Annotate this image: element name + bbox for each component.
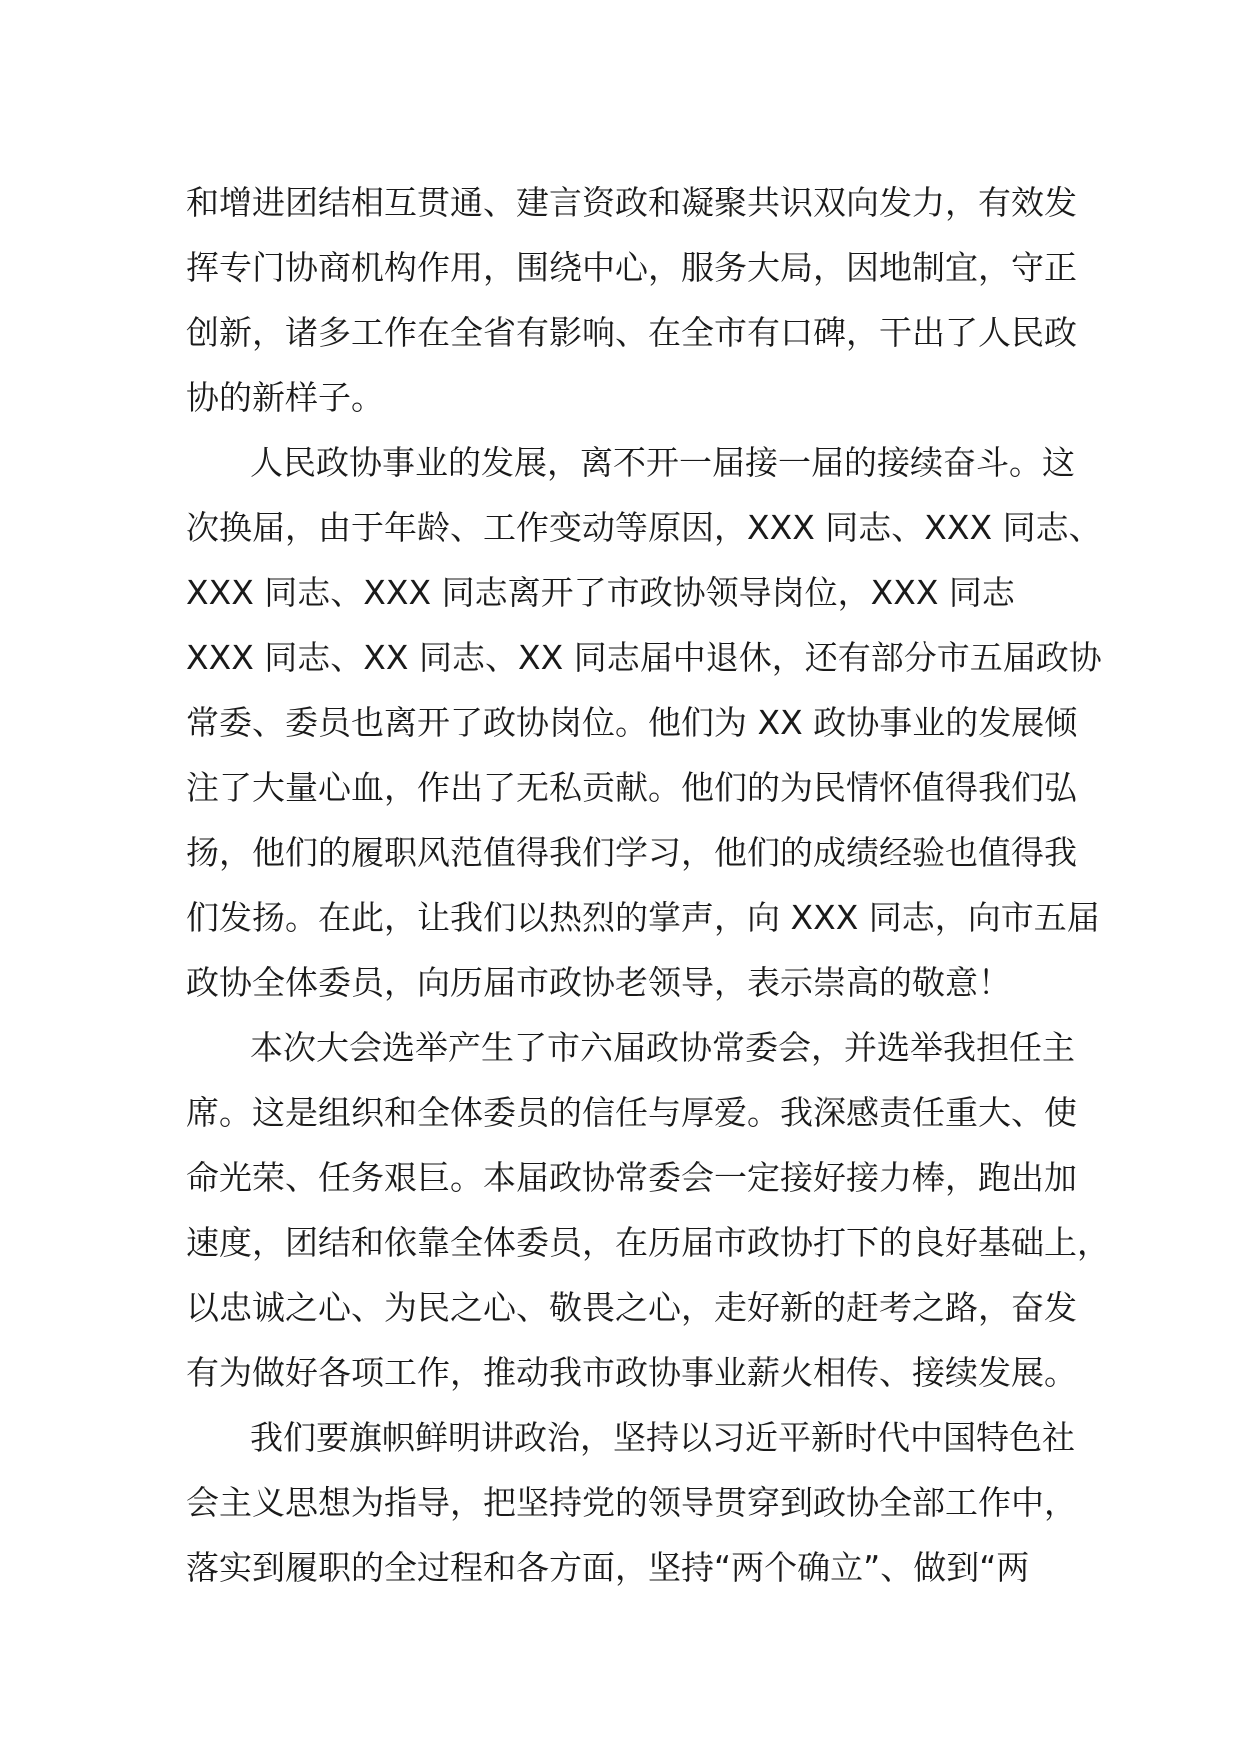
text-line: 们发扬。在此，让我们以热烈的掌声，向 XXX 同志，向市五届 <box>186 898 1100 937</box>
text-line: 落实到履职的全过程和各方面，坚持“两个确立”、做到“两 <box>186 1548 1030 1587</box>
body-text <box>186 170 1110 1600</box>
text-line: 挥专门协商机构作用，围绕中心，服务大局，因地制宜，守正 <box>186 248 1077 287</box>
text-line: 扬，他们的履职风范值得我们学习，他们的成绩经验也值得我 <box>186 833 1077 872</box>
text-line: 会主义思想为指导，把坚持党的领导贯穿到政协全部工作中， <box>186 1483 1077 1522</box>
text-line: 政协全体委员，向历届市政协老领导，表示崇高的敬意！ <box>186 963 1011 1002</box>
text-line: 有为做好各项工作，推动我市政协事业薪火相传、接续发展。 <box>186 1353 1077 1392</box>
text-line: 席。这是组织和全体委员的信任与厚爱。我深感责任重大、使 <box>186 1093 1077 1132</box>
paragraph-first-line: 本次大会选举产生了市六届政协常委会，并选举我担任主 <box>250 1028 1075 1067</box>
text-line: 创新，诸多工作在全省有影响、在全市有口碑，干出了人民政 <box>186 313 1077 352</box>
text-line: 常委、委员也离开了政协岗位。他们为 XX 政协事业的发展倾 <box>186 703 1078 742</box>
text-line: XXX 同志、XXX 同志离开了市政协领导岗位，XXX 同志 <box>186 573 1015 612</box>
text-line: 速度，团结和依靠全体委员，在历届市政协打下的良好基础上， <box>186 1223 1110 1262</box>
text-line: 以忠诚之心、为民之心、敬畏之心，走好新的赶考之路，奋发 <box>186 1288 1077 1327</box>
text-line: XXX 同志、XX 同志、XX 同志届中退休，还有部分市五届政协 <box>186 638 1102 677</box>
text-line: 注了大量心血，作出了无私贡献。他们的为民情怀值得我们弘 <box>186 768 1077 807</box>
text-line: 命光荣、任务艰巨。本届政协常委会一定接好接力棒，跑出加 <box>186 1158 1077 1197</box>
text-line: 次换届，由于年龄、工作变动等原因，XXX 同志、XXX 同志、 <box>186 508 1102 547</box>
text-line: 和增进团结相互贯通、建言资政和凝聚共识双向发力，有效发 <box>186 183 1077 222</box>
paragraph-first-line: 人民政协事业的发展，离不开一届接一届的接续奋斗。这 <box>250 443 1075 482</box>
text-line: 协的新样子。 <box>186 378 384 417</box>
paragraph-first-line: 我们要旗帜鲜明讲政治，坚持以习近平新时代中国特色社 <box>250 1418 1075 1457</box>
